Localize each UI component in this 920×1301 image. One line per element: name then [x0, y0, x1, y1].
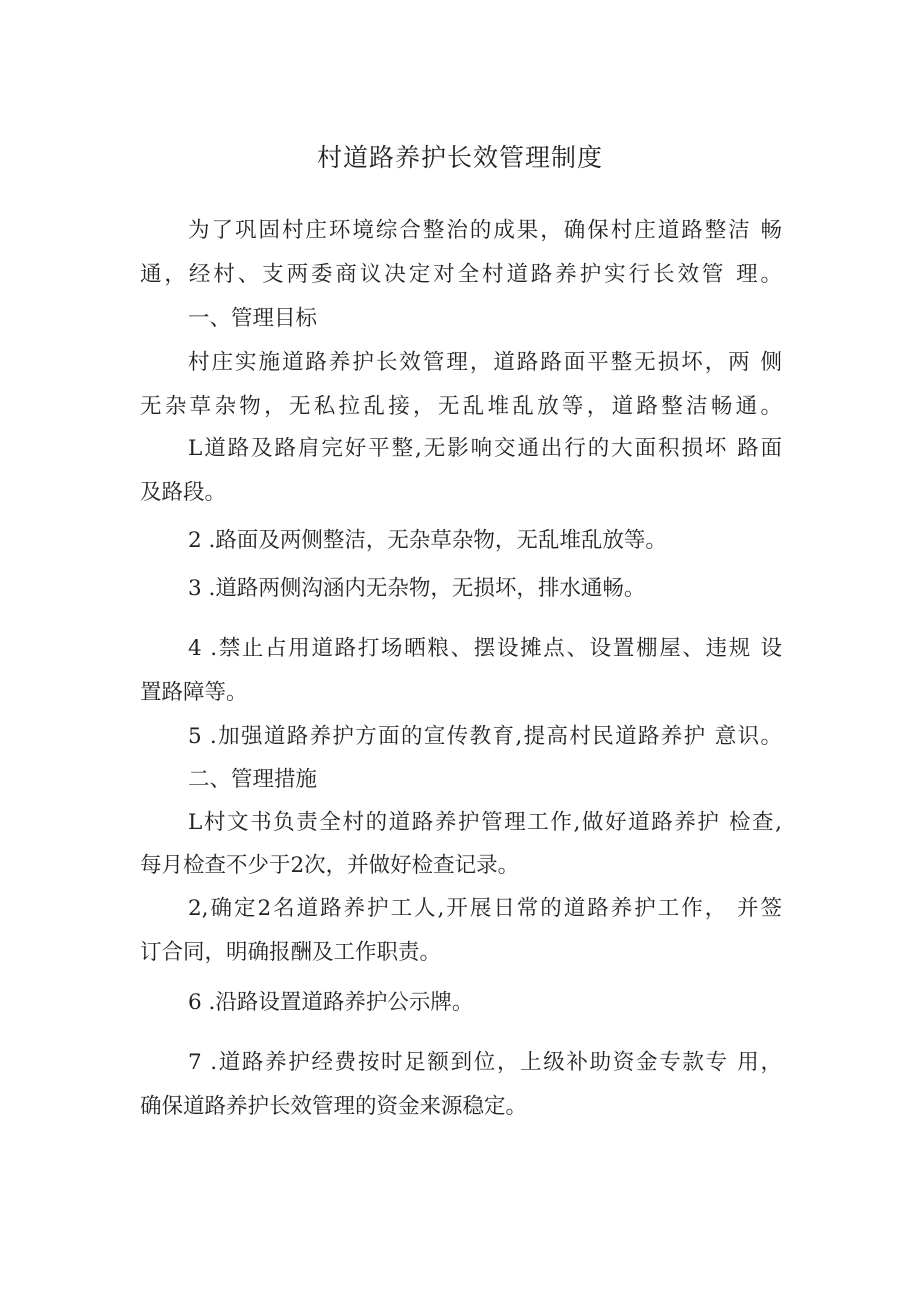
document-title: 村道路养护长效管理制度 — [316, 143, 603, 172]
paragraph-goals-line-2: 无杂草杂物，无私拉乱接，无乱堆乱放等，道路整洁畅通。 — [140, 394, 782, 419]
paragraph-intro-line-1: 为了巩固村庄环境综合整治的成果，确保村庄道路整洁 畅 — [188, 218, 782, 243]
goal-item-3: 3 .道路两侧沟涵内无杂物，无损坏，排水通畅。 — [188, 576, 646, 601]
measure-item-2-line-1: 2,确定2名道路养护工人,开展日常的道路养护工作， 并签 — [188, 896, 782, 921]
measure-item-6: 6 .沿路设置道路养护公示牌。 — [188, 990, 474, 1015]
goal-item-5: 5 .加强道路养护方面的宣传教育,提高村民道路养护 意识。 — [188, 724, 782, 749]
measure-item-1-line-1: L村文书负责全村的道路养护管理工作,做好道路养护 检查, — [188, 810, 782, 835]
section-heading-goals: 一、管理目标 — [188, 306, 318, 331]
measure-item-7-line-1: 7 .道路养护经费按时足额到位，上级补助资金专款专 用， — [188, 1050, 782, 1075]
goal-item-1-line-2: 及路段。 — [140, 480, 227, 505]
section-heading-measures: 二、管理措施 — [188, 767, 318, 792]
measure-item-7-line-2: 确保道路养护长效管理的资金来源稳定。 — [140, 1094, 528, 1119]
measure-item-1-line-2: 每月检查不少于2次，并做好检查记录。 — [140, 853, 520, 878]
goal-item-4-line-1: 4 .禁止占用道路打场晒粮、摆设摊点、设置棚屋、违规 设 — [188, 636, 782, 661]
paragraph-goals-line-1: 村庄实施道路养护长效管理，道路路面平整无损坏，两 侧 — [188, 350, 782, 375]
goal-item-4-line-2: 置路障等。 — [140, 680, 248, 705]
paragraph-intro-line-2: 通，经村、支两委商议决定对全村道路养护实行长效管 理。 — [140, 262, 782, 287]
goal-item-1-line-1: L道路及路肩完好平整,无影响交通出行的大面积损坏 路面 — [188, 436, 782, 461]
measure-item-2-line-2: 订合同，明确报酬及工作职责。 — [140, 940, 442, 965]
goal-item-2: 2 .路面及两侧整洁，无杂草杂物，无乱堆乱放等。 — [188, 528, 667, 553]
